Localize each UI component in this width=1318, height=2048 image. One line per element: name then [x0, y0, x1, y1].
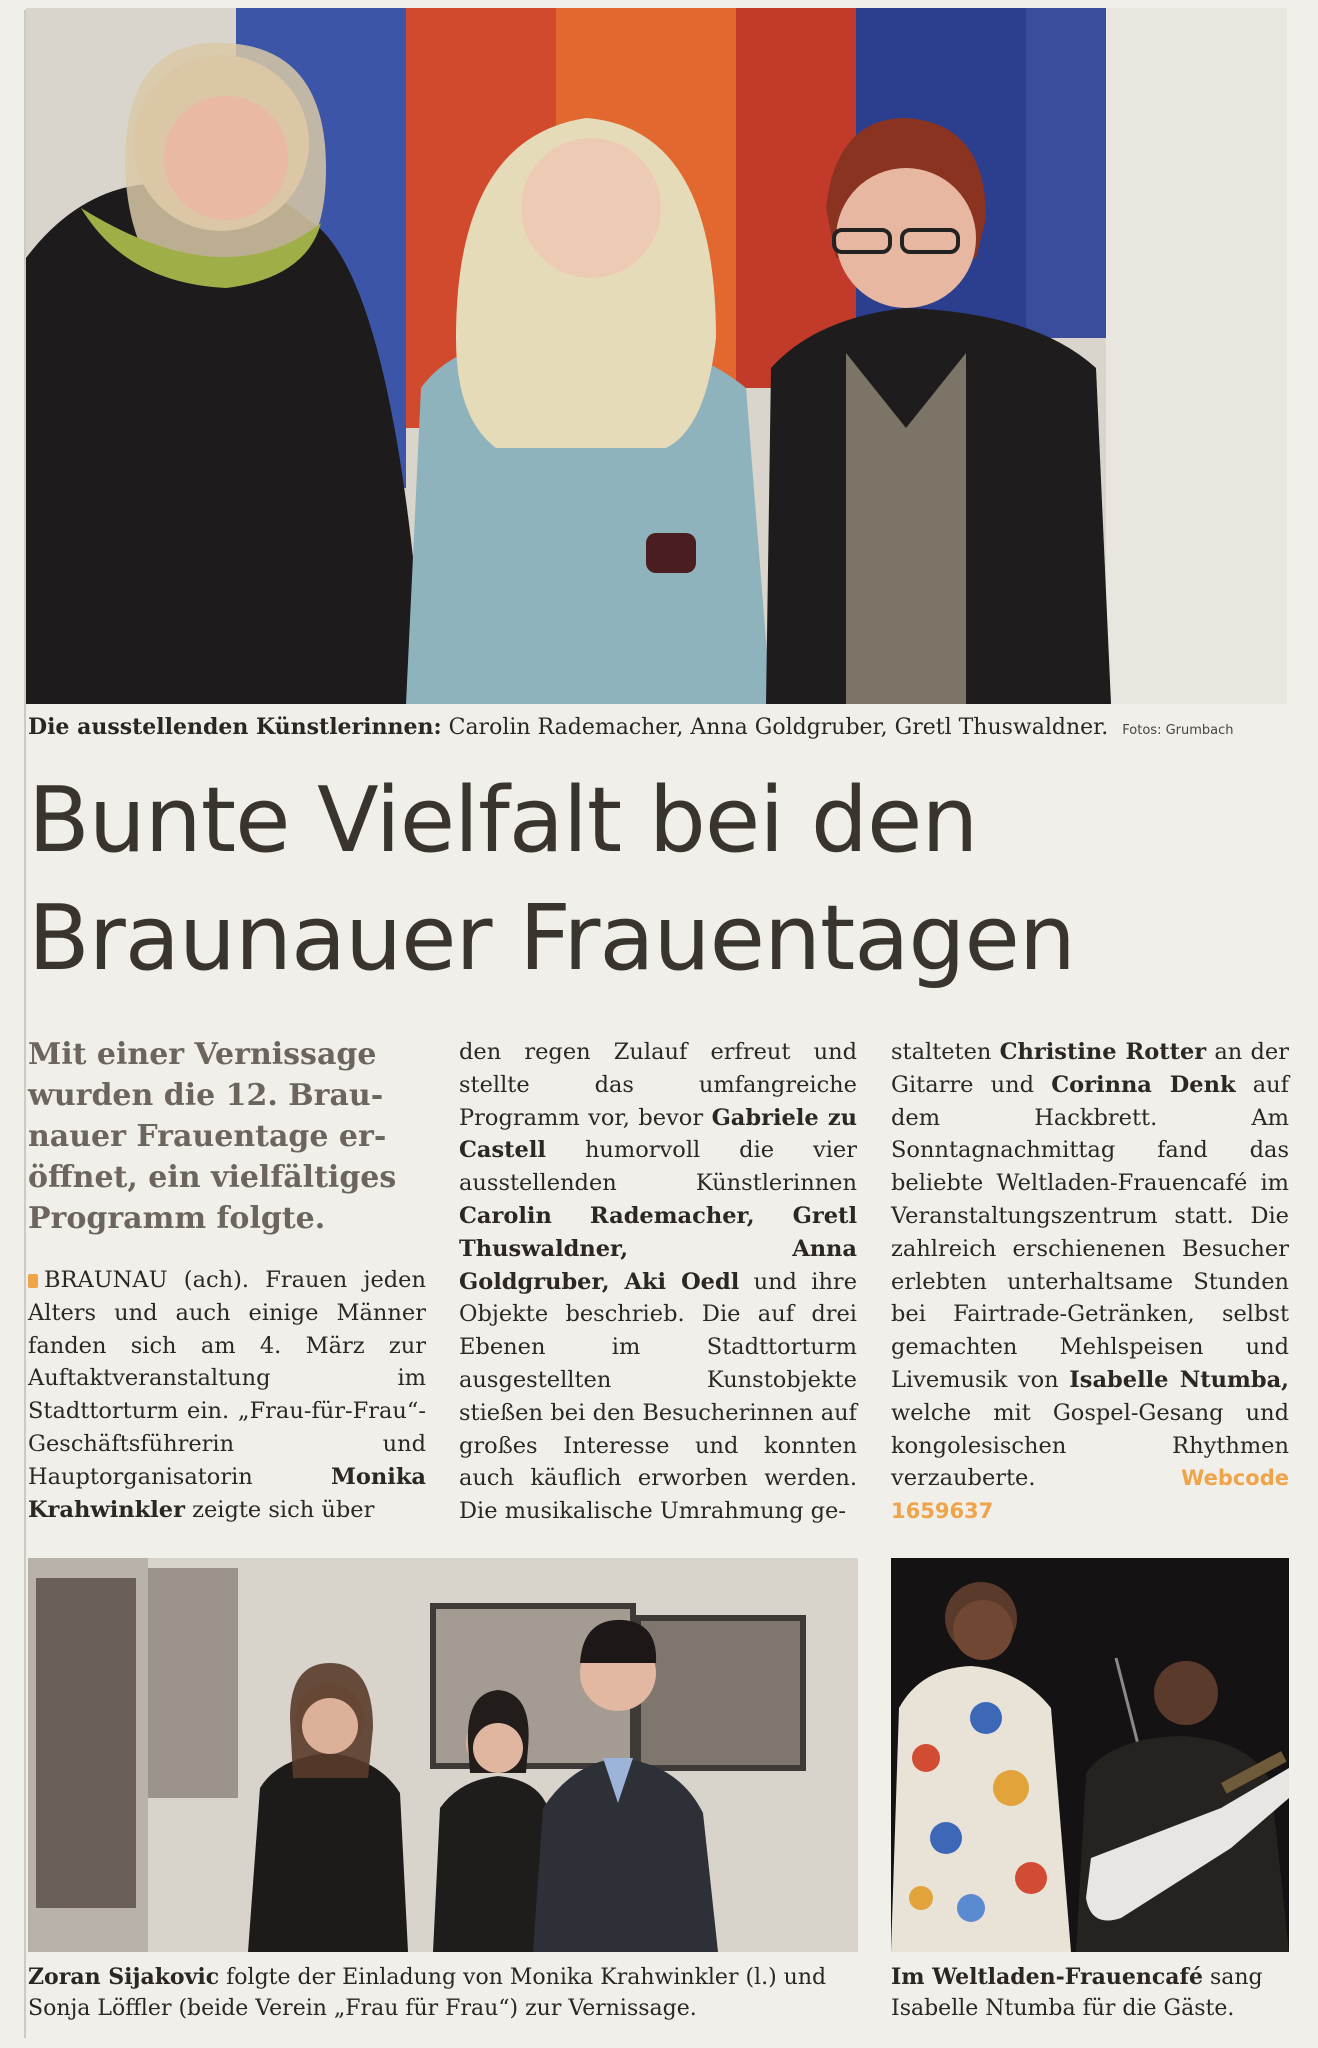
col1-text-start: BRAUNAU (ach). Frauen jeden Alters und auch einige Männer fanden sich am 4. März zur Auftaktveranstaltung im Stadttorturm ein. „Frau-für-Frau“-Geschäftsführerin und Hauptorganisatorin [28, 1267, 426, 1490]
top-photo-artwork [26, 8, 1287, 704]
lead-line: wurden die 12. Brau- [28, 1078, 384, 1113]
article-column-2 [459, 1036, 857, 1528]
lead-paragraph [28, 1034, 428, 1239]
bottom-right-caption [891, 1962, 1291, 2024]
lead-line: nauer Frauentage er- [28, 1119, 387, 1154]
lead-line: Programm folgte. [28, 1201, 326, 1236]
headline-line-2: Braunauer Frauentagen [28, 886, 1075, 991]
bottom-right-photo [891, 1558, 1289, 1952]
bottom-right-caption-text: sang Isabelle Ntumba für die Gäste. [891, 1965, 1263, 2021]
bottom-left-caption [28, 1962, 868, 2024]
col2-text-mid: humorvoll die vier ausstellenden Künstlerinnen [459, 1137, 858, 1197]
headline [28, 762, 1298, 998]
name-castell: Gabriele zu Castell [459, 1104, 858, 1164]
name-krahwinkler: Monika Krahwinkler [28, 1463, 426, 1523]
bottom-left-caption-bold: Zoran Sijakovic [28, 1964, 220, 1990]
vernissage-photo-art [28, 1558, 858, 1952]
col3-text-end: welche mit Gospel-Gesang und kongolesischen Rhythmen verzauberte. [891, 1399, 1289, 1492]
col2-text-start: den regen Zulauf erfreut und stellte das umfangreiche Programm vor, bevor [459, 1039, 857, 1131]
name-rotter: Christine Rotter [999, 1039, 1207, 1065]
col3-text-a: an der Gitarre und [891, 1039, 1289, 1098]
name-denk: Corinna Denk [1051, 1071, 1236, 1098]
bottom-left-photo [28, 1558, 858, 1952]
headline-line-1: Bunte Vielfalt bei den [28, 768, 978, 873]
article-column-1 [28, 1264, 426, 1526]
bottom-right-caption-bold: Im Weltladen-Frauencafé [891, 1964, 1203, 1990]
col3-text-start: stalteten [891, 1039, 992, 1065]
bottom-left-caption-text: folgte der Einladung von Monika Krahwinkler (l.) und Sonja Löffler (beide Verein „Frau für Frau“) zur Vernissage. [28, 1965, 827, 2021]
name-ntumba: Isabelle Ntumba, [1069, 1366, 1289, 1393]
top-photo-caption [28, 712, 1288, 746]
col3-text-b: auf dem Hackbrett. Am Sonntagnachmittag fand das beliebte Weltladen-Frauencafé im Veranstaltungszentrum statt. Die zahlreich erschienenen Besucher erlebten unterhaltsame Stunden bei Fairtrade-Getränken, selbst gemachten Mehlspeisen und Livemusik von [891, 1071, 1289, 1393]
top-caption-text: Carolin Rademacher, Anna Goldgruber, Gretl Thuswaldner. [448, 715, 1109, 740]
top-caption-bold: Die ausstellenden Künstlerinnen: [28, 714, 442, 740]
col2-text-end: und ihre Objekte beschrieb. Die auf drei Ebenen im Stadttorturm ausgestellten Kunstobjekte stießen bei den Besucherinnen auf großes Interesse und konnten auch käuflich erworben werden. Die musikalische Umrahmung ge- [459, 1268, 858, 1525]
photo-credit: Fotos: Grumbach [1122, 723, 1234, 738]
dateline-marker-icon [28, 1274, 38, 1288]
webcode: Webcode 1659637 [891, 1466, 1289, 1524]
article-column-3 [891, 1036, 1289, 1528]
top-photo [26, 8, 1287, 704]
lead-line: Mit einer Vernissage [28, 1037, 377, 1072]
concert-photo-art [891, 1558, 1289, 1952]
col1-text-end: zeigte sich über [192, 1496, 375, 1523]
lead-line: öffnet, ein vielfältiges [28, 1160, 397, 1195]
names-artists: Carolin Rademacher, Gretl Thuswaldner, Anna Goldgruber, Aki Oedl [459, 1202, 857, 1295]
